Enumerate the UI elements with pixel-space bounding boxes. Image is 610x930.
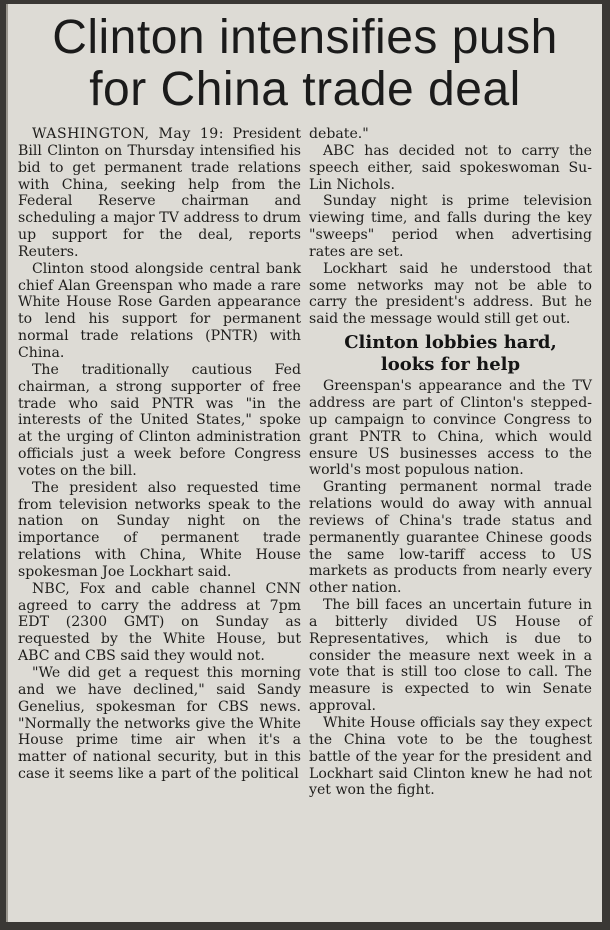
lead-text: President Bill Clinton on Thursday intensified his bid to get permanent trade relations with China, seeking help from the Federal Reserve chairman and scheduling a major TV address to drum up support for the deal, reports Reuters. xyxy=(18,126,301,260)
paragraph: Clinton stood alongside central bank chief Alan Greenspan who made a rare White House Rose Garden appearance to lend his support for permanent normal trade relations (PNTR) with China. xyxy=(18,260,301,361)
column-right xyxy=(309,126,592,799)
headline xyxy=(8,12,602,116)
paragraph: Sunday night is prime television viewing time, and falls during the key "sweeps" period when advertising rates are set. xyxy=(309,193,592,260)
subheading-line-1: Clinton lobbies hard, xyxy=(344,332,557,354)
paragraph: Greenspan's appearance and the TV address are part of Clinton's stepped-up campaign to convince Congress to grant PNTR to China, which would ensure US businesses access to the world's most populous nation. xyxy=(309,378,592,479)
paragraph: The traditionally cautious Fed chairman, a strong supporter of free trade who said PNTR was "in the interests of the United States," spoke at the urging of Clinton administration officials just a week before Congress votes on the bill. xyxy=(18,361,301,479)
subheading xyxy=(309,332,592,376)
paragraph: The president also requested time from television networks speak to the nation on Sunday night on the importance of permanent trade relations with China, White House spokesman Joe Lockhart said. xyxy=(18,479,301,580)
paragraph: White House officials say they expect the China vote to be the toughest battle of the year for the president and Lockhart said Clinton knew he had not yet won the fight. xyxy=(309,715,592,799)
paragraph: ABC has decided not to carry the speech either, said spokeswoman Su-Lin Nichols. xyxy=(309,142,592,193)
paragraph: Granting permanent normal trade relations would do away with annual reviews of China's trade status and permanently guarantee Chinese goods the same low-tariff access to US markets as products from nearly every other nation. xyxy=(309,479,592,597)
article-body xyxy=(18,126,592,799)
dateline: WASHINGTON, May 19: xyxy=(32,126,225,142)
subheading-line-2: looks for help xyxy=(380,354,521,376)
headline-line-2: for China trade deal xyxy=(89,63,521,116)
paragraph: The bill faces an uncertain future in a bitterly divided US House of Representatives, which is due to consider the measure next week in a vote that is still too close to call. The measure is expected to win Senate approval. xyxy=(309,597,592,715)
paragraph: NBC, Fox and cable channel CNN agreed to carry the address at 7pm EDT (2300 GMT) on Sunday as requested by the White House, but ABC and CBS said they would not. xyxy=(18,580,301,665)
paragraph: Lockhart said he understood that some networks may not be able to carry the president's address. But he said the message would still get out. xyxy=(309,260,592,328)
paragraph-continued: debate." xyxy=(309,126,369,142)
paragraph-lead xyxy=(18,126,301,261)
column-left xyxy=(18,126,301,799)
paragraph: "We did get a request this morning and we have declined," said Sandy Genelius, spokesman for CBS news. "Normally the networks give the White House prime time air when it's a matter of national security, but in this case it seems like a part of the political xyxy=(18,665,301,783)
newspaper-clipping xyxy=(6,4,602,922)
headline-line-1: Clinton intensifies push xyxy=(52,11,558,64)
